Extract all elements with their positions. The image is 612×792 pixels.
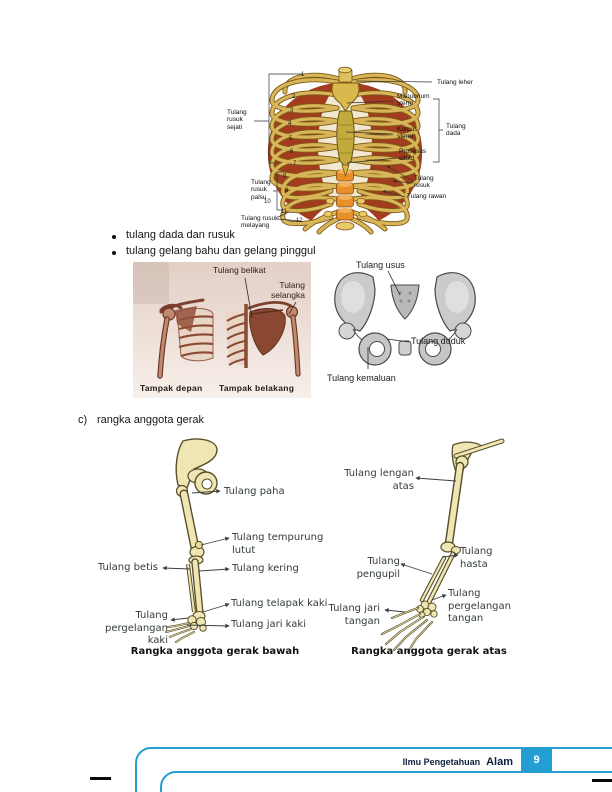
rib-number-10: 10 [264,199,271,205]
rib-number-5: 5 [289,136,293,142]
rib-number-12: 12 [296,218,303,224]
label-tulang-pengupil: Tulang pengupil [356,556,400,580]
rib-number-1: 1 [301,72,305,78]
book-subject-text: Alam [486,756,513,768]
label-tulang-pergelangan-kaki: Tulang pergelangan kaki [105,610,168,646]
section-title: rangka anggota gerak [97,414,205,426]
label-tulang-rusuk-melayang: Tulang rusuk melayang [241,215,279,230]
section-marker: c) [78,414,88,426]
caption-rangka-gerak-bawah: Rangka anggota gerak bawah [130,646,300,657]
label-tulang-pergelangan-tangan: Tulang pergelangan tangan [448,588,511,624]
label-tulang-jari-kaki: Tulang jari kaki [231,619,306,630]
label-tulang-betis: Tulang betis [97,562,158,573]
label-tulang-rawan: Tulang rawan [407,193,447,200]
bullet-item-1: tulang dada dan rusuk [126,229,235,241]
label-korpus-sterni: Korpus sterni [397,126,418,141]
label-tulang-selangka: Tulang selangka [270,280,305,301]
rib-number-8: 8 [283,173,287,179]
page-number-badge: 9 [521,749,552,772]
caption-rangka-gerak-atas: Rangka anggota gerak atas [351,646,507,657]
bullet-item-2: tulang gelang bahu dan gelang pinggul [126,245,316,257]
rib-number-6: 6 [290,149,294,155]
rib-number-11: 11 [281,209,288,215]
label-prosesus-sifoid: Prosesus sifoid [399,148,427,163]
label-tulang-hasta: Tulang hasta [460,546,493,570]
rib-number-4: 4 [288,121,292,127]
footer-book-title [320,752,513,770]
label-manubrium-sterni: Manubrium sterni [397,93,430,108]
label-tulang-usus: Tulang usus [356,260,405,270]
rib-number-3: 3 [290,108,294,114]
label-tulang-rusuk: Tulang rusuk [414,175,434,190]
label-tulang-rusuk-sejati: Tulang rusuk sejati [227,109,247,131]
crop-mark-right [592,779,612,782]
footer-inner-border [160,771,612,792]
label-tulang-dada: Tulang dada [446,123,466,138]
rib-number-2: 2 [292,94,296,100]
crop-mark-left [90,777,111,780]
label-tulang-kering: Tulang kering [232,563,299,574]
label-tulang-belikat: Tulang belikat [213,265,266,275]
rib-number-9: 9 [285,188,289,194]
label-tulang-duduk: Tulang duduk [411,336,466,346]
rib-number-7: 7 [293,161,297,167]
label-tulang-lengan-atas: Tulang lengan atas [344,468,414,492]
label-tulang-kemaluan: Tulang kemaluan [327,373,396,383]
label-tulang-tempurung-lutut: Tulang tempurung lutut [232,532,324,556]
label-tulang-leher: Tulang leher [437,79,473,86]
book-title-text: Ilmu Pengetahuan [402,757,481,767]
label-tulang-jari-tangan: Tulang jari tangan [328,603,380,627]
label-tulang-telapak-kaki: Tulang telapak kaki [231,598,328,609]
label-tulang-paha: Tulang paha [224,486,285,497]
label-tulang-rusuk-palsu: Tulang rusuk palsu [251,179,271,201]
caption-tampak-belakang: Tampak belakang [219,383,295,393]
caption-tampak-depan: Tampak depan [140,383,203,393]
